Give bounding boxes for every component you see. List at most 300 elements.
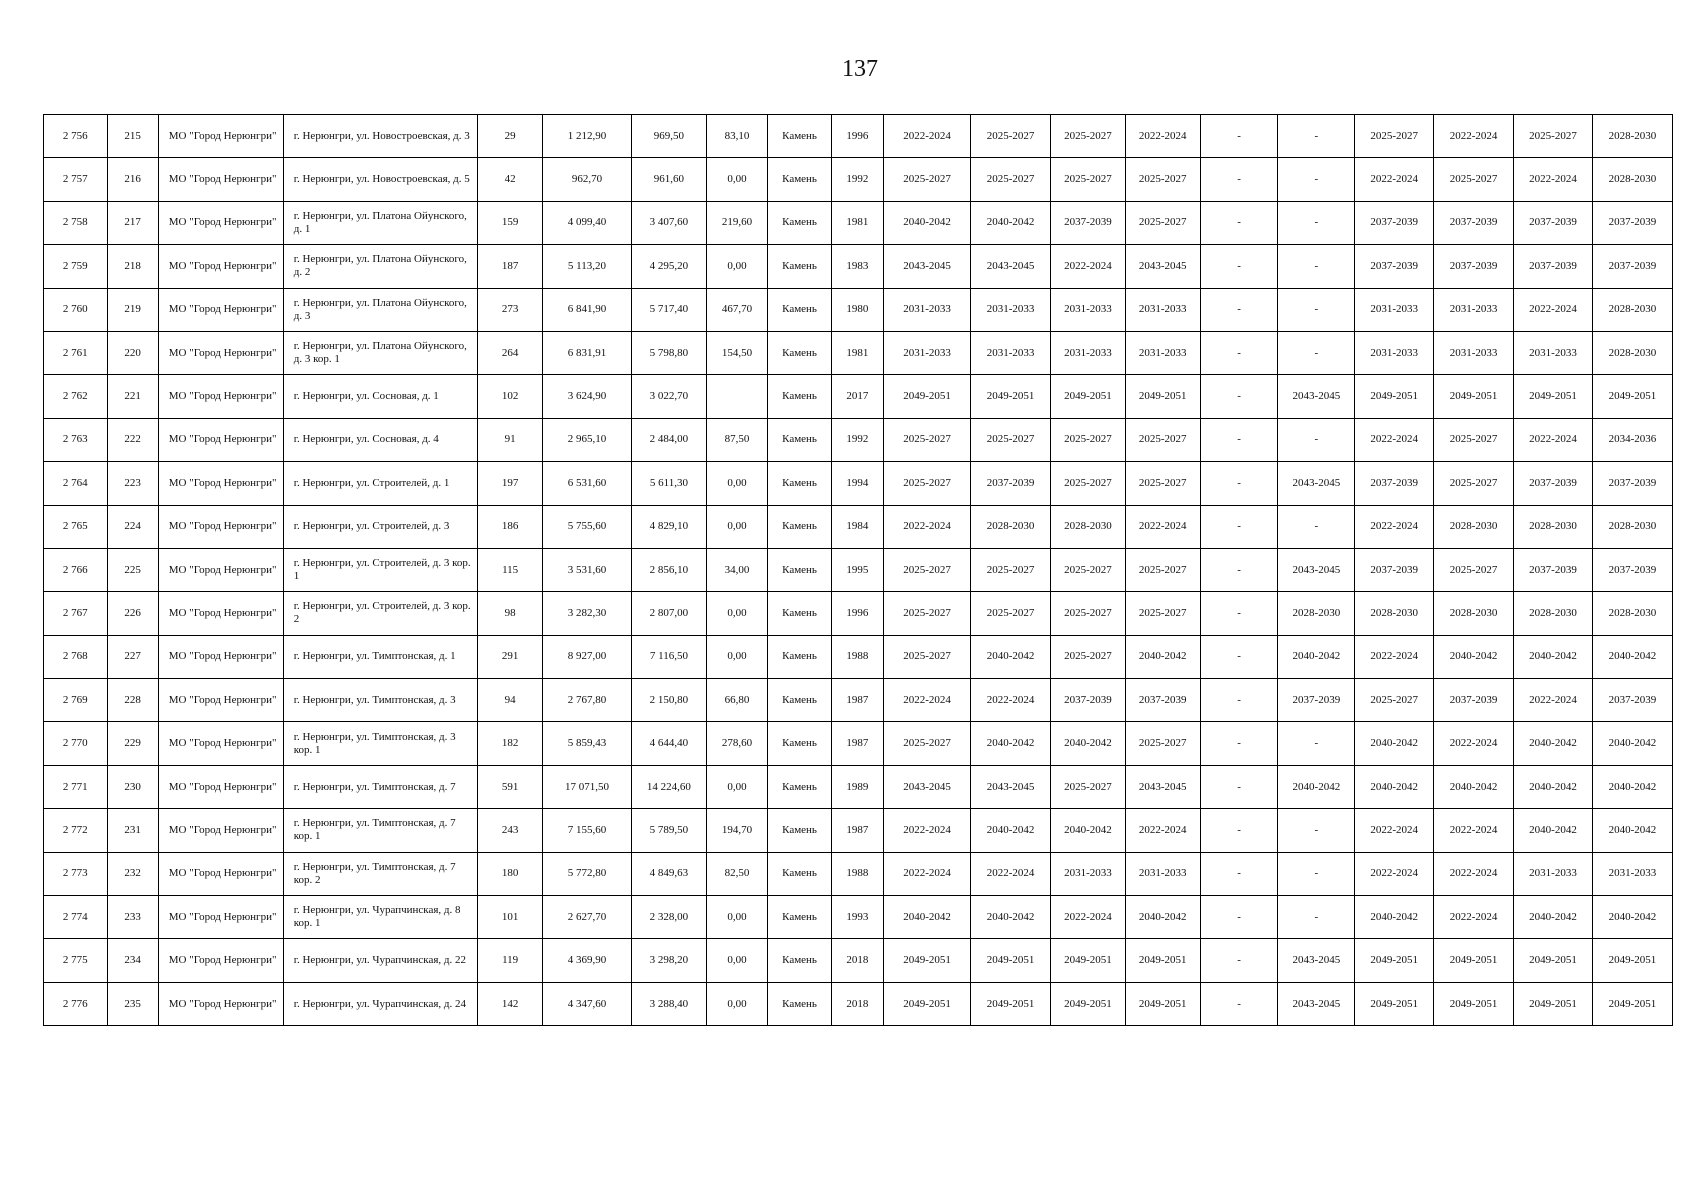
table-cell: 217 — [107, 201, 158, 244]
table-cell: 2049-2051 — [1051, 982, 1126, 1025]
table-cell: МО "Город Нерюнгри" — [158, 896, 283, 939]
table-cell: 2028-2030 — [1355, 592, 1434, 635]
table-cell: 2031-2033 — [1434, 331, 1514, 374]
table-cell: Камень — [768, 592, 832, 635]
table-cell: 229 — [107, 722, 158, 765]
table-cell: - — [1278, 852, 1355, 895]
table-cell: 0,00 — [706, 765, 767, 808]
table-cell: Камень — [768, 462, 832, 505]
table-cell: 1984 — [831, 505, 883, 548]
register-table — [43, 114, 1673, 1026]
table-cell: 0,00 — [706, 505, 767, 548]
table-cell: 2037-2039 — [1592, 245, 1672, 288]
table-cell: Камень — [768, 809, 832, 852]
table-cell: г. Нерюнгри, ул. Чурапчинская, д. 22 — [283, 939, 478, 982]
table-cell: 2037-2039 — [1514, 245, 1593, 288]
table-cell: 5 798,80 — [632, 331, 707, 374]
table-cell: 2028-2030 — [1514, 592, 1593, 635]
table-cell: - — [1200, 548, 1278, 591]
table-cell: 2049-2051 — [1051, 375, 1126, 418]
table-cell: 182 — [478, 722, 543, 765]
table-cell: г. Нерюнгри, ул. Платона Ойунского, д. 3 кор. 1 — [283, 331, 478, 374]
table-cell: МО "Город Нерюнгри" — [158, 679, 283, 722]
table-cell: 2028-2030 — [1051, 505, 1126, 548]
table-cell: 2 772 — [44, 809, 108, 852]
table-row — [44, 809, 1673, 852]
table-cell: г. Нерюнгри, ул. Строителей, д. 3 кор. 2 — [283, 592, 478, 635]
table-cell: 220 — [107, 331, 158, 374]
table-cell: 291 — [478, 635, 543, 678]
table-cell: 2037-2039 — [1355, 201, 1434, 244]
table-cell: 2025-2027 — [884, 722, 971, 765]
table-cell: 2049-2051 — [1051, 939, 1126, 982]
table-row — [44, 852, 1673, 895]
table-cell: - — [1278, 245, 1355, 288]
table-cell: 2022-2024 — [1434, 115, 1514, 158]
table-cell: 2022-2024 — [1434, 722, 1514, 765]
table-cell: 2022-2024 — [971, 679, 1051, 722]
table-cell: 98 — [478, 592, 543, 635]
table-cell: 2022-2024 — [1514, 158, 1593, 201]
table-row — [44, 982, 1673, 1025]
table-cell: 231 — [107, 809, 158, 852]
table-cell: 1988 — [831, 635, 883, 678]
table-cell: 2040-2042 — [1125, 635, 1200, 678]
table-cell: 2040-2042 — [1514, 765, 1593, 808]
table-cell: 2031-2033 — [1125, 288, 1200, 331]
table-cell: Камень — [768, 722, 832, 765]
table-cell: 2040-2042 — [971, 635, 1051, 678]
table-cell: 1992 — [831, 418, 883, 461]
table-cell: 101 — [478, 896, 543, 939]
table-cell: 2043-2045 — [884, 765, 971, 808]
table-cell: 2040-2042 — [1514, 722, 1593, 765]
table-cell: 232 — [107, 852, 158, 895]
table-cell: - — [1200, 245, 1278, 288]
table-cell: МО "Город Нерюнгри" — [158, 939, 283, 982]
table-cell: 2040-2042 — [1434, 765, 1514, 808]
table-cell: г. Нерюнгри, ул. Тимптонская, д. 7 кор. 2 — [283, 852, 478, 895]
table-cell: г. Нерюнгри, ул. Тимптонская, д. 3 — [283, 679, 478, 722]
table-cell: 2022-2024 — [1514, 288, 1593, 331]
table-cell: 2040-2042 — [971, 809, 1051, 852]
table-cell: МО "Город Нерюнгри" — [158, 462, 283, 505]
table-cell: 4 369,90 — [542, 939, 631, 982]
table-cell: г. Нерюнгри, ул. Платона Ойунского, д. 1 — [283, 201, 478, 244]
table-cell: МО "Город Нерюнгри" — [158, 635, 283, 678]
table-cell: 2040-2042 — [1125, 896, 1200, 939]
table-cell: 187 — [478, 245, 543, 288]
table-cell: 2025-2027 — [971, 548, 1051, 591]
table-cell: 969,50 — [632, 115, 707, 158]
table-cell: 2025-2027 — [884, 635, 971, 678]
table-cell: 222 — [107, 418, 158, 461]
table-cell: 0,00 — [706, 245, 767, 288]
table-cell: Камень — [768, 158, 832, 201]
table-cell: 2049-2051 — [884, 375, 971, 418]
table-cell: - — [1278, 331, 1355, 374]
table-cell: - — [1200, 896, 1278, 939]
table-cell: 180 — [478, 852, 543, 895]
table-cell: 3 531,60 — [542, 548, 631, 591]
table-cell: 1996 — [831, 115, 883, 158]
table-cell: 94 — [478, 679, 543, 722]
table-cell: 2 765 — [44, 505, 108, 548]
table-cell: - — [1278, 158, 1355, 201]
table-cell: 2040-2042 — [971, 722, 1051, 765]
table-cell: 2022-2024 — [1051, 245, 1126, 288]
table-row — [44, 331, 1673, 374]
table-cell: 2025-2027 — [971, 418, 1051, 461]
table-cell: 2031-2033 — [884, 288, 971, 331]
table-cell: 2022-2024 — [884, 852, 971, 895]
table-cell: 2 856,10 — [632, 548, 707, 591]
table-cell: 219 — [107, 288, 158, 331]
table-cell: 1983 — [831, 245, 883, 288]
table-cell: г. Нерюнгри, ул. Чурапчинская, д. 8 кор. 1 — [283, 896, 478, 939]
table-cell: 2040-2042 — [1514, 896, 1593, 939]
table-cell: 2 775 — [44, 939, 108, 982]
table-cell: 2049-2051 — [1592, 982, 1672, 1025]
table-cell: 2040-2042 — [1592, 809, 1672, 852]
table-cell: г. Нерюнгри, ул. Тимптонская, д. 7 — [283, 765, 478, 808]
table-cell: - — [1278, 115, 1355, 158]
table-cell: 2040-2042 — [1514, 809, 1593, 852]
table-cell: 2025-2027 — [1051, 418, 1126, 461]
table-cell: 2049-2051 — [1355, 982, 1434, 1025]
table-cell: 2025-2027 — [1434, 418, 1514, 461]
table-cell: 34,00 — [706, 548, 767, 591]
table-cell: - — [1200, 375, 1278, 418]
table-cell: 2037-2039 — [1592, 679, 1672, 722]
table-cell: 2037-2039 — [1592, 462, 1672, 505]
table-cell: 87,50 — [706, 418, 767, 461]
table-cell: 235 — [107, 982, 158, 1025]
table-cell: 2025-2027 — [971, 158, 1051, 201]
table-row — [44, 548, 1673, 591]
table-cell: 2025-2027 — [1051, 158, 1126, 201]
table-cell: г. Нерюнгри, ул. Новостроевская, д. 3 — [283, 115, 478, 158]
table-cell: г. Нерюнгри, ул. Тимптонская, д. 3 кор. 1 — [283, 722, 478, 765]
table-cell: Камень — [768, 852, 832, 895]
table-cell: 2037-2039 — [1514, 201, 1593, 244]
table-cell: 0,00 — [706, 592, 767, 635]
table-cell: 2049-2051 — [1514, 375, 1593, 418]
table-cell: 226 — [107, 592, 158, 635]
table-cell: 2043-2045 — [1125, 765, 1200, 808]
table-cell: 17 071,50 — [542, 765, 631, 808]
table-cell: 2037-2039 — [1125, 679, 1200, 722]
table-cell: Камень — [768, 939, 832, 982]
table-cell: г. Нерюнгри, ул. Строителей, д. 3 кор. 1 — [283, 548, 478, 591]
table-cell: 962,70 — [542, 158, 631, 201]
table-cell: Камень — [768, 505, 832, 548]
table-cell: 2037-2039 — [1514, 462, 1593, 505]
table-cell: 1980 — [831, 288, 883, 331]
table-cell: 5 113,20 — [542, 245, 631, 288]
table-cell: 221 — [107, 375, 158, 418]
table-cell: 243 — [478, 809, 543, 852]
table-cell: 3 288,40 — [632, 982, 707, 1025]
table-cell: 1981 — [831, 201, 883, 244]
table-cell: 142 — [478, 982, 543, 1025]
table-cell: 102 — [478, 375, 543, 418]
table-cell: 2049-2051 — [1592, 375, 1672, 418]
table-cell: 4 347,60 — [542, 982, 631, 1025]
table-cell: 2037-2039 — [1514, 548, 1593, 591]
table-cell: 1994 — [831, 462, 883, 505]
table-row — [44, 418, 1673, 461]
table-cell: 1 212,90 — [542, 115, 631, 158]
table-cell: 2 776 — [44, 982, 108, 1025]
table-cell: 2049-2051 — [1125, 939, 1200, 982]
table-cell: 2 760 — [44, 288, 108, 331]
table-cell: Камень — [768, 982, 832, 1025]
table-cell: 2037-2039 — [1434, 679, 1514, 722]
table-cell: 1988 — [831, 852, 883, 895]
table-cell: 115 — [478, 548, 543, 591]
table-cell: 2028-2030 — [1434, 592, 1514, 635]
table-row — [44, 592, 1673, 635]
table-cell: г. Нерюнгри, ул. Платона Ойунского, д. 2 — [283, 245, 478, 288]
table-cell: 2025-2027 — [884, 418, 971, 461]
table-cell: 2031-2033 — [1051, 288, 1126, 331]
table-cell: 2040-2042 — [884, 896, 971, 939]
table-cell: 2028-2030 — [1592, 288, 1672, 331]
table-cell: 1989 — [831, 765, 883, 808]
table-cell: 4 849,63 — [632, 852, 707, 895]
table-cell: 2 762 — [44, 375, 108, 418]
table-cell: 2049-2051 — [971, 982, 1051, 1025]
table-cell: 2043-2045 — [1278, 939, 1355, 982]
table-cell: 2 771 — [44, 765, 108, 808]
table-cell: 2 759 — [44, 245, 108, 288]
table-cell: 1987 — [831, 679, 883, 722]
table-cell: 2028-2030 — [1514, 505, 1593, 548]
table-row — [44, 679, 1673, 722]
table-cell: 2049-2051 — [1434, 375, 1514, 418]
table-cell: 194,70 — [706, 809, 767, 852]
table-cell: 0,00 — [706, 939, 767, 982]
table-cell: 2 484,00 — [632, 418, 707, 461]
table-cell: - — [1200, 852, 1278, 895]
table-cell: 2025-2027 — [1355, 115, 1434, 158]
table-cell: - — [1200, 418, 1278, 461]
table-cell: 2025-2027 — [884, 592, 971, 635]
table-cell: - — [1278, 201, 1355, 244]
table-cell: 2043-2045 — [884, 245, 971, 288]
table-cell: 2 767,80 — [542, 679, 631, 722]
table-cell: 7 116,50 — [632, 635, 707, 678]
table-cell: 186 — [478, 505, 543, 548]
table-cell: 2022-2024 — [1355, 505, 1434, 548]
table-cell: 2049-2051 — [1434, 982, 1514, 1025]
table-cell: Камень — [768, 548, 832, 591]
table-cell: Камень — [768, 331, 832, 374]
table-cell: 2025-2027 — [1051, 592, 1126, 635]
table-cell: г. Нерюнгри, ул. Тимптонская, д. 7 кор. 1 — [283, 809, 478, 852]
table-cell: 264 — [478, 331, 543, 374]
table-cell: МО "Город Нерюнгри" — [158, 592, 283, 635]
table-cell: 273 — [478, 288, 543, 331]
table-cell: 2031-2033 — [1051, 331, 1126, 374]
table-cell: 223 — [107, 462, 158, 505]
table-cell: 2031-2033 — [1514, 331, 1593, 374]
table-cell: 2043-2045 — [1125, 245, 1200, 288]
table-cell: 4 644,40 — [632, 722, 707, 765]
table-cell: 2 807,00 — [632, 592, 707, 635]
table-cell: 2022-2024 — [1125, 115, 1200, 158]
table-cell: - — [1200, 722, 1278, 765]
table-cell: 2028-2030 — [1278, 592, 1355, 635]
table-cell: 4 099,40 — [542, 201, 631, 244]
table-cell: 159 — [478, 201, 543, 244]
table-cell: 2037-2039 — [1434, 201, 1514, 244]
table-cell: 2022-2024 — [1125, 809, 1200, 852]
table-cell: 2 770 — [44, 722, 108, 765]
table-cell: 2025-2027 — [1125, 592, 1200, 635]
table-cell: 2025-2027 — [1051, 635, 1126, 678]
table-cell: - — [1200, 679, 1278, 722]
table-cell: 2037-2039 — [1592, 548, 1672, 591]
table-cell: 91 — [478, 418, 543, 461]
table-cell: 4 295,20 — [632, 245, 707, 288]
table-cell: МО "Город Нерюнгри" — [158, 852, 283, 895]
table-cell: 2031-2033 — [971, 288, 1051, 331]
table-cell: 2 767 — [44, 592, 108, 635]
table-cell: 2022-2024 — [1051, 896, 1126, 939]
table-cell: 5 755,60 — [542, 505, 631, 548]
table-cell: 2022-2024 — [1355, 158, 1434, 201]
table-row — [44, 765, 1673, 808]
table-cell: 2025-2027 — [1051, 462, 1126, 505]
table-cell: 2025-2027 — [971, 592, 1051, 635]
table-cell: - — [1200, 331, 1278, 374]
table-cell: 2 756 — [44, 115, 108, 158]
table-cell: 2037-2039 — [1278, 679, 1355, 722]
table-cell: МО "Город Нерюнгри" — [158, 375, 283, 418]
table-cell: - — [1200, 115, 1278, 158]
table-cell: г. Нерюнгри, ул. Строителей, д. 1 — [283, 462, 478, 505]
table-cell: 2025-2027 — [1355, 679, 1434, 722]
table-cell: 2040-2042 — [1051, 722, 1126, 765]
table-cell: 2031-2033 — [1125, 331, 1200, 374]
table-cell: 2031-2033 — [1051, 852, 1126, 895]
table-cell: МО "Город Нерюнгри" — [158, 158, 283, 201]
table-cell: 5 789,50 — [632, 809, 707, 852]
table-cell: 0,00 — [706, 982, 767, 1025]
table-cell: 2025-2027 — [1125, 548, 1200, 591]
table-cell: 0,00 — [706, 462, 767, 505]
table-cell: МО "Город Нерюнгри" — [158, 331, 283, 374]
table-cell: г. Нерюнгри, ул. Строителей, д. 3 — [283, 505, 478, 548]
table-cell: 2037-2039 — [1051, 679, 1126, 722]
table-cell: 2025-2027 — [1434, 548, 1514, 591]
table-cell: Камень — [768, 765, 832, 808]
table-cell: 2 965,10 — [542, 418, 631, 461]
table-cell: 2034-2036 — [1592, 418, 1672, 461]
table-cell: 2037-2039 — [1355, 548, 1434, 591]
table-cell: Камень — [768, 245, 832, 288]
table-cell: Камень — [768, 635, 832, 678]
table-cell: - — [1278, 288, 1355, 331]
table-cell: - — [1278, 722, 1355, 765]
table-row — [44, 939, 1673, 982]
table-cell: - — [1200, 158, 1278, 201]
table-cell: 2022-2024 — [1434, 896, 1514, 939]
table-cell: Камень — [768, 418, 832, 461]
table-cell: 2031-2033 — [884, 331, 971, 374]
table-cell: 2025-2027 — [1125, 418, 1200, 461]
table-cell: Камень — [768, 115, 832, 158]
table-cell: МО "Город Нерюнгри" — [158, 505, 283, 548]
table-cell: МО "Город Нерюнгри" — [158, 809, 283, 852]
table-cell: 197 — [478, 462, 543, 505]
table-cell: 233 — [107, 896, 158, 939]
table-cell: 2043-2045 — [1278, 375, 1355, 418]
table-cell: 2049-2051 — [884, 939, 971, 982]
table-cell: 42 — [478, 158, 543, 201]
table-cell: 14 224,60 — [632, 765, 707, 808]
table-cell: 2 627,70 — [542, 896, 631, 939]
table-cell: Камень — [768, 679, 832, 722]
table-cell: 2 768 — [44, 635, 108, 678]
table-cell: г. Нерюнгри, ул. Чурапчинская, д. 24 — [283, 982, 478, 1025]
table-cell: 467,70 — [706, 288, 767, 331]
table-cell: 0,00 — [706, 635, 767, 678]
table-cell: 2037-2039 — [1355, 462, 1434, 505]
table-cell: 2043-2045 — [1278, 462, 1355, 505]
table-row — [44, 462, 1673, 505]
table-row — [44, 245, 1673, 288]
table-cell: 2022-2024 — [884, 679, 971, 722]
table-cell: 154,50 — [706, 331, 767, 374]
table-cell: 278,60 — [706, 722, 767, 765]
table-cell: 2043-2045 — [971, 765, 1051, 808]
table-cell: - — [1200, 765, 1278, 808]
table-cell: Камень — [768, 288, 832, 331]
table-cell: Камень — [768, 201, 832, 244]
table-cell: 2022-2024 — [1514, 679, 1593, 722]
table-cell: 2043-2045 — [1278, 548, 1355, 591]
table-cell: - — [1278, 896, 1355, 939]
table-cell: МО "Город Нерюнгри" — [158, 201, 283, 244]
table-cell: 2043-2045 — [1278, 982, 1355, 1025]
table-cell: - — [1200, 809, 1278, 852]
table-cell: 2037-2039 — [971, 462, 1051, 505]
table-cell: 2 763 — [44, 418, 108, 461]
table-cell: - — [1278, 418, 1355, 461]
table-cell: Камень — [768, 896, 832, 939]
table-cell: г. Нерюнгри, ул. Новостроевская, д. 5 — [283, 158, 478, 201]
table-cell: 2025-2027 — [1125, 462, 1200, 505]
table-cell: 2025-2027 — [1051, 765, 1126, 808]
table-cell: 8 927,00 — [542, 635, 631, 678]
table-cell: 1981 — [831, 331, 883, 374]
table-cell: 2025-2027 — [1125, 722, 1200, 765]
table-cell: 2049-2051 — [1355, 939, 1434, 982]
table-cell: 2049-2051 — [1514, 982, 1593, 1025]
table-cell: 2 761 — [44, 331, 108, 374]
table-cell: 2043-2045 — [971, 245, 1051, 288]
table-cell: 82,50 — [706, 852, 767, 895]
table-cell: 2040-2042 — [1592, 765, 1672, 808]
table-cell: 1996 — [831, 592, 883, 635]
table-row — [44, 375, 1673, 418]
table-cell: 2 769 — [44, 679, 108, 722]
table-cell: 2 766 — [44, 548, 108, 591]
table-cell: - — [1200, 939, 1278, 982]
